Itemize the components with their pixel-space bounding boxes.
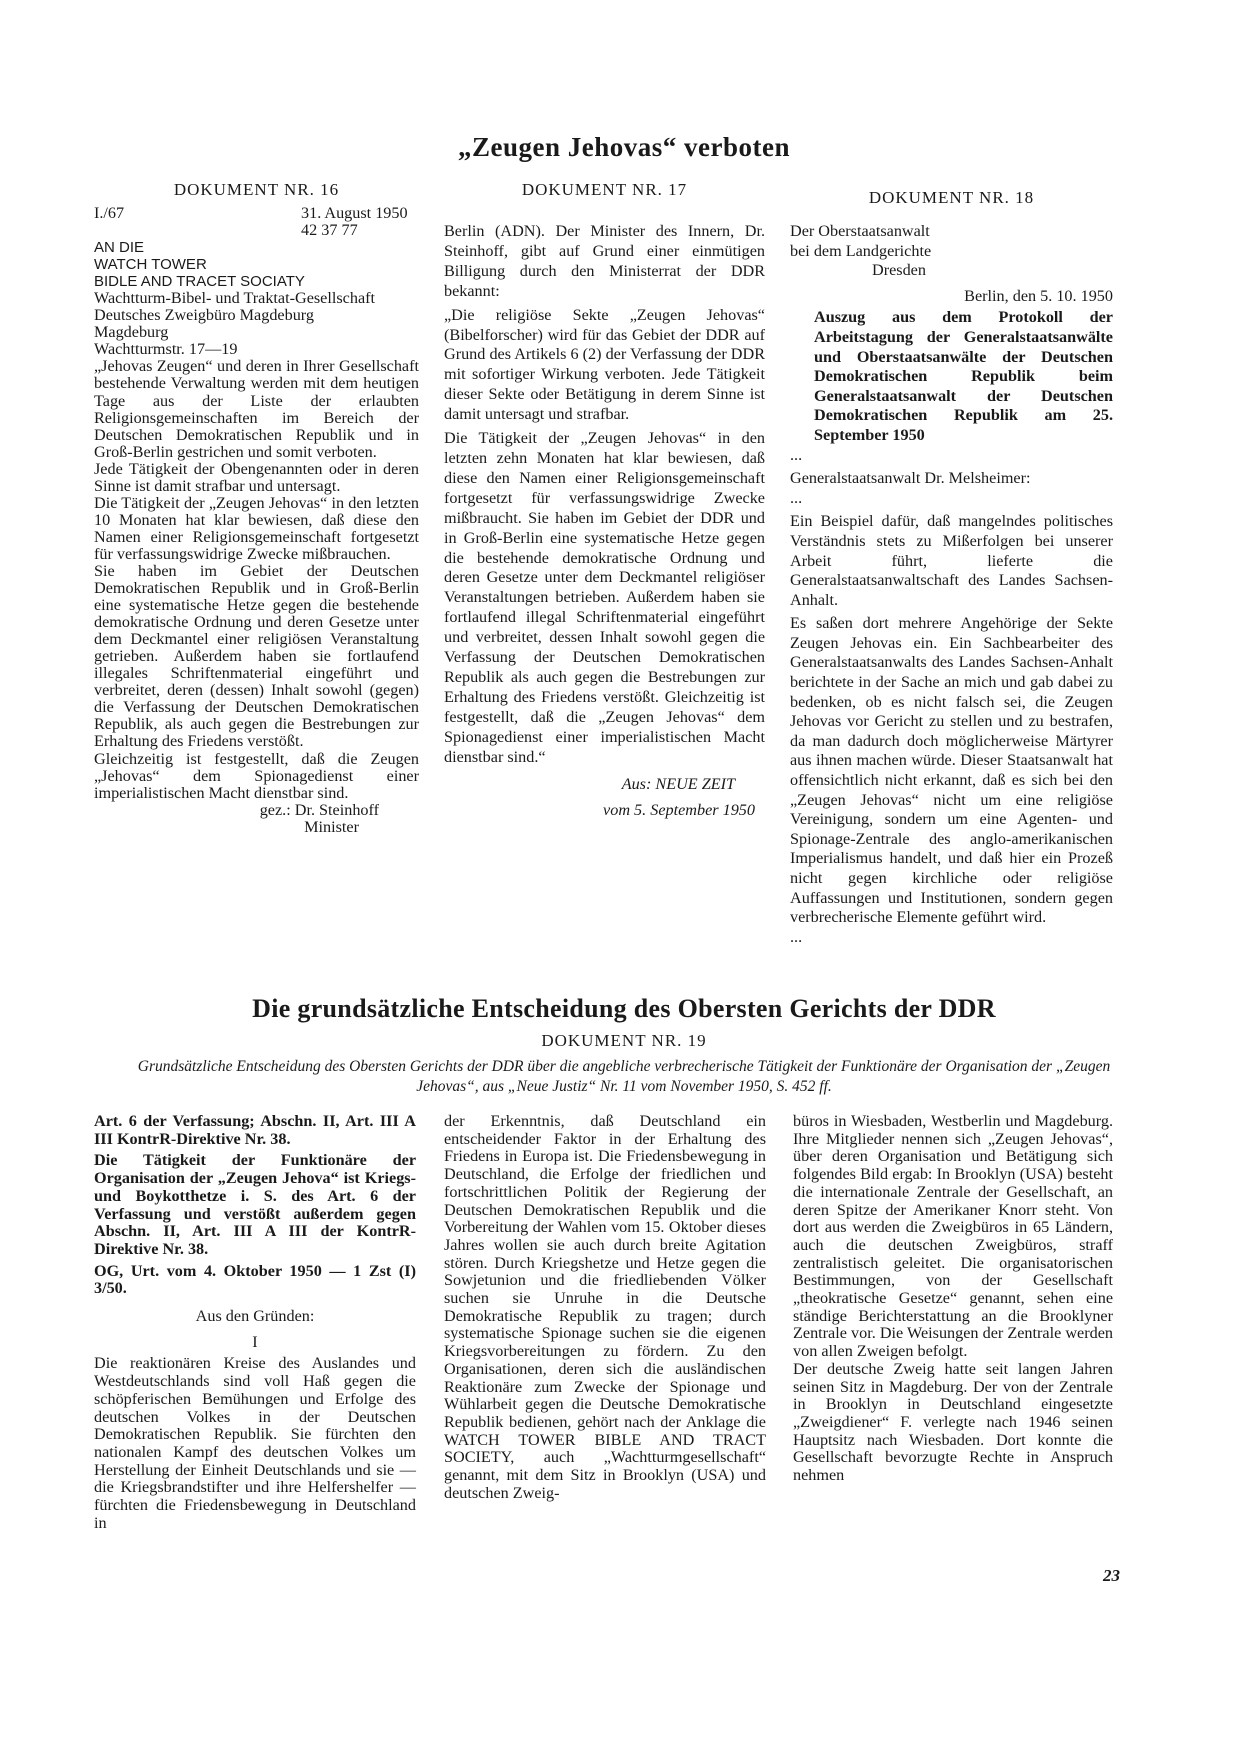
doc16-number: 42 37 77 [301, 221, 358, 240]
doc16-address-2: WATCH TOWER [94, 256, 207, 274]
doc19-court-ref: OG, Urt. vom 4. Oktober 1950 — 1 Zst (I) 3/50. [94, 1261, 416, 1298]
doc19-roman-numeral: I [252, 1332, 258, 1351]
doc19-col1-text: Die reaktionären Kreise des Auslandes und Westdeutschlands sind voll Haß gegen die schöpferischen Bemühungen und Erfolge des deutschen Volkes in der Deutschen Demokratischen Republik. Sie fürchten den nationalen Kampf des deutschen Volkes um Herstellung der Einheit Deutschlands und sie — die Kriegsbrandstifter und ihre Helfershelfer — fürchten die Friedensbewegung in Deutschland in [94, 1354, 416, 1532]
doc18-ellipsis: ... [790, 445, 803, 464]
doc18-para: Es saßen dort mehrere Angehörige der Sekte Zeugen Jehovas ein. Ein Sachbearbeiter des Generalstaatsanwalts des Landes Sachsen-Anhalt berichtete in der Sache an mich und gab dabei zu bedenken, ob es nicht falsch sei, die Zeugen Jehovas vor Gericht zu stellen und zu bestrafen, da man dadurch doch möglicherweise Märtyrer aus ihnen machen würde. Dieser Staatsanwalt hat offensichtlich nicht erkannt, daß es sich bei den „Zeugen Jehovas“ nicht um eine religiöse Vereinigung, sondern um eine Agenten- und Spionage-Zentrale des anglo-amerikanischen Imperialismus handelt, und daß hier ein Prozeß nicht gegen kirchliche oder religiöse Auffassungen und Institutionen, sondern gegen verbrecherische Elemente geführt wird. [790, 614, 1113, 927]
doc16-para: Deutsches Zweigbüro Magdeburg [94, 306, 314, 325]
doc16-ref-row [94, 205, 419, 222]
page-number: 23 [1103, 1566, 1120, 1585]
doc19-headnote: Die Tätigkeit der Funktionäre der Organisation der „Zeugen Jehova“ ist Kriegs- und Boykotthetze i. S. des Art. 6 der Verfassung und verstößt außerdem gegen Abschn. II, Art. III A III der KontrR-Direktive Nr. 38. [94, 1151, 416, 1258]
doc19-grounds-heading: Aus den Gründen: [195, 1307, 315, 1326]
doc17-para: „Die religiöse Sekte „Zeugen Jehovas“ (Bibelforscher) wird für das Gebiet der DDR auf Grund des Artikels 6 (2) der Verfassung der DDR mit sofortiger Wirkung verboten. Jede Tätigkeit dieser Sekte oder Betätigung in derem Sinne ist damit untersagt und strafbar. [444, 305, 765, 424]
article-title: „Zeugen Jehovas“ verboten [458, 132, 790, 162]
section-title: Die grundsätzliche Entscheidung des Obersten Gerichts der DDR [252, 994, 996, 1023]
doc17-source-line1: Aus: NEUE ZEIT [621, 775, 735, 794]
doc16-para: Gleichzeitig ist festgestellt, daß die Zeugen „Jehovas“ dem Spionagedienst einer imperialistischen Macht dienstbar sind. [94, 749, 419, 802]
doc19-header: DOKUMENT NR. 19 [541, 1031, 707, 1050]
doc16-para: Wachtturm-Bibel- und Traktat-Gesellschaft [94, 289, 376, 308]
doc18-extract-title: Auszug aus dem Protokoll der Arbeitstagung der Generalstaatsanwälte und Oberstaatsanwälte der Deutschen Demokratischen Republik beim Generalstaatsanwalt der Deutschen Demokratischen Republik am 25. September 1950 [814, 308, 1113, 444]
doc19-subtitle: Grundsätzliche Entscheidung des Obersten Gerichts der DDR über die angebliche verbrecherische Tätigkeit der Funktionäre der Organisation der „Zeugen Jehovas“, aus „Neue Justiz“ Nr. 11 vom November 1950, S. 452 ff. [137, 1058, 1111, 1095]
doc18-header: DOKUMENT NR. 18 [868, 188, 1035, 207]
doc18-speaker: Generalstaatsanwalt Dr. Melsheimer: [790, 469, 1031, 488]
doc16-column [94, 205, 419, 836]
doc16-para: Die Tätigkeit der „Zeugen Jehovas“ in den letzten 10 Monaten hat klar bewiesen, daß diese den Namen einer Religionsgemeinschaft fortgesetzt für verfassungswidrige Zwecke mißbrauchen. [94, 493, 419, 563]
doc19-statutes: Art. 6 der Verfassung; Abschn. II, Art. III A III KontrR-Direktive Nr. 38. [94, 1112, 416, 1148]
doc19-col3-p2: Der deutsche Zweig hatte seit langen Jahren seinen Sitz in Magdeburg. Der von der Zentrale in Brooklyn in Deutschland eingesetzte „Zweigdiener“ F. verlegte nach 1946 seinen Hauptsitz nach Wiesbaden. Dort konnte die Gesellschaft bevorzugte Rechte in Anspruch nehmen [793, 1359, 1113, 1485]
doc17-para: Berlin (ADN). Der Minister des Innern, Dr. Steinhoff, gibt auf Grund einer einmütigen Billigung durch den Ministerrat der DDR bekannt: [444, 222, 765, 300]
doc17-column [444, 222, 765, 821]
doc16-para: Jede Tätigkeit der Obengenannten oder in deren Sinne ist damit strafbar und untersagt. [94, 459, 419, 495]
doc18-ellipsis: ... [790, 488, 803, 507]
doc16-header: DOKUMENT NR. 16 [173, 180, 340, 199]
doc19-col3-p1: büros in Wiesbaden, Westberlin und Magdeburg. Ihre Mitglieder nennen sich „Zeugen Jehovas“, über deren Organisation und Betätigung sich folgendes Bild ergab: In Brooklyn (USA) besteht die internationale Zentrale der Gesellschaft, an deren Spitze der Amerikaner Knorr steht. Von dort aus werden die Zweigbüros in 65 Ländern, auch die deutschen Zweigbüros, straff zentralistisch geleitet. Die organisatorischen Bestimmungen, von der Gesellschaft „theokratische Gesetze“ genannt, sehen eine ständige Berichterstattung an die Brooklyner Zentrale vor. Die Weisungen der Zentrale werden von allen Zweigen befolgt. [793, 1112, 1113, 1361]
doc19-column-2 [444, 1113, 766, 1502]
doc18-ellipsis: ... [790, 927, 803, 946]
doc18-sender-city: Dresden [872, 261, 926, 280]
doc16-signature: gez.: Dr. Steinhoff [259, 800, 379, 819]
doc16-address-3: BIDLE AND TRACET SOCIATY [94, 273, 305, 291]
doc16-address-1: AN DIE [94, 239, 145, 257]
doc16-para: Sie haben im Gebiet der Deutschen Demokratischen Republik und in Groß-Berlin eine systematische Hetze gegen die bestehende demokratische Ordnung und deren Gesetze unter dem Deckmantel einer religiösen Veranstaltung getrieben. Außerdem haben sie fortlaufend illegales Schriftenmaterial eingeführt und verbreitet, deren (dessen) Inhalt sowohl (gegen) die Verfassung der Deutschen Demokratischen Republik, als auch gegen die Bestrebungen zur Erhaltung des Friedens verstößt. [94, 561, 419, 751]
doc16-signature-title: Minister [304, 817, 359, 836]
doc18-column [790, 222, 1113, 947]
doc19-col2-text: der Erkenntnis, daß Deutschland ein entscheidender Faktor in der Erhaltung des Friedens in Europa ist. Die Friedensbewegung in Deutschland, die Erfolge der friedlichen und fortschrittlichen Politik der Regierung der Deutschen Demokratischen Republik und die Vorbereitung der Wahlen vom 15. Oktober dieses Jahres wollen sie auch durch breite Agitation stören. Durch Kriegshetze und Hetze gegen die Sowjetunion und die friedliebenden Völker suchen sie Unruhe in die Deutsche Demokratische Republik zu tragen; durch systematische Spionage suchen sie die eigenen Kriegsvorbereitungen zu fördern. Zu den Organisationen, deren sich die ausländischen Reaktionäre zum Zwecke der Spionage und Wühlarbeit gegen die Deutsche Demokratische Republik bedienen, gehört nach der Anklage die WATCH TOWER BIBLE AND TRACT SOCIETY, auch „Wachtturmgesellschaft“ genannt, mit dem Sitz in Brooklyn (USA) und deutschen Zweig- [444, 1112, 766, 1502]
doc16-para: Wachtturmstr. 17—19 [94, 340, 238, 359]
doc18-para: Ein Beispiel dafür, daß mangelndes politisches Verständnis stets zu Mißerfolgen bei unserer Arbeit führt, lieferte die Generalstaatsanwaltschaft des Landes Sachsen-Anhalt. [790, 512, 1113, 609]
doc17-para: Die Tätigkeit der „Zeugen Jehovas“ in den letzten zehn Monaten hat klar bewiesen, daß diese den Namen einer Religionsgemeinschaft fortgesetzt für verfassungswidrige Zwecke mißbraucht. Sie haben im Gebiet der DDR und in Groß-Berlin eine systematische Hetze gegen die bestehende demokratische Ordnung und deren Gesetze unter dem Deckmantel religiöser Veranstaltungen betrieben. Außerdem haben sie fortlaufend illegal Schriftenmaterial eingeführt und verbreitet, dessen Inhalt sowohl gegen die Verfassung der Deutschen Demokratischen Republik als auch gegen die Bestrebungen zur Erhaltung des Friedens verstößt. Gleichzeitig ist festgestellt, daß die „Zeugen Jehovas“ dem Spionagedienst einer imperialistischen Macht dienstbar sind.“ [444, 429, 765, 766]
doc18-sender-1: Der Oberstaatsanwalt [790, 222, 930, 240]
doc16-ref: I./67 [94, 204, 125, 222]
doc17-source-line2: vom 5. September 1950 [603, 801, 755, 820]
doc16-number-row [94, 222, 419, 239]
doc18-sender-2: bei dem Landgerichte [790, 241, 932, 260]
doc16-para: Magdeburg [94, 323, 169, 342]
doc19-column-1 [94, 1113, 416, 1532]
doc16-date: 31. August 1950 [301, 204, 408, 222]
doc17-header: DOKUMENT NR. 17 [521, 180, 688, 199]
doc16-para: „Jehovas Zeugen“ und deren in Ihrer Gesellschaft bestehende Verwaltung werden mit dem heutigen Tage aus der Liste der erlaubten Religionsgemeinschaften im Bereich der Deutschen Demokratischen Republik und in Groß-Berlin gestrichen und somit verboten. [94, 357, 419, 461]
doc18-place-date: Berlin, den 5. 10. 1950 [964, 286, 1113, 305]
doc19-column-3 [793, 1113, 1113, 1485]
